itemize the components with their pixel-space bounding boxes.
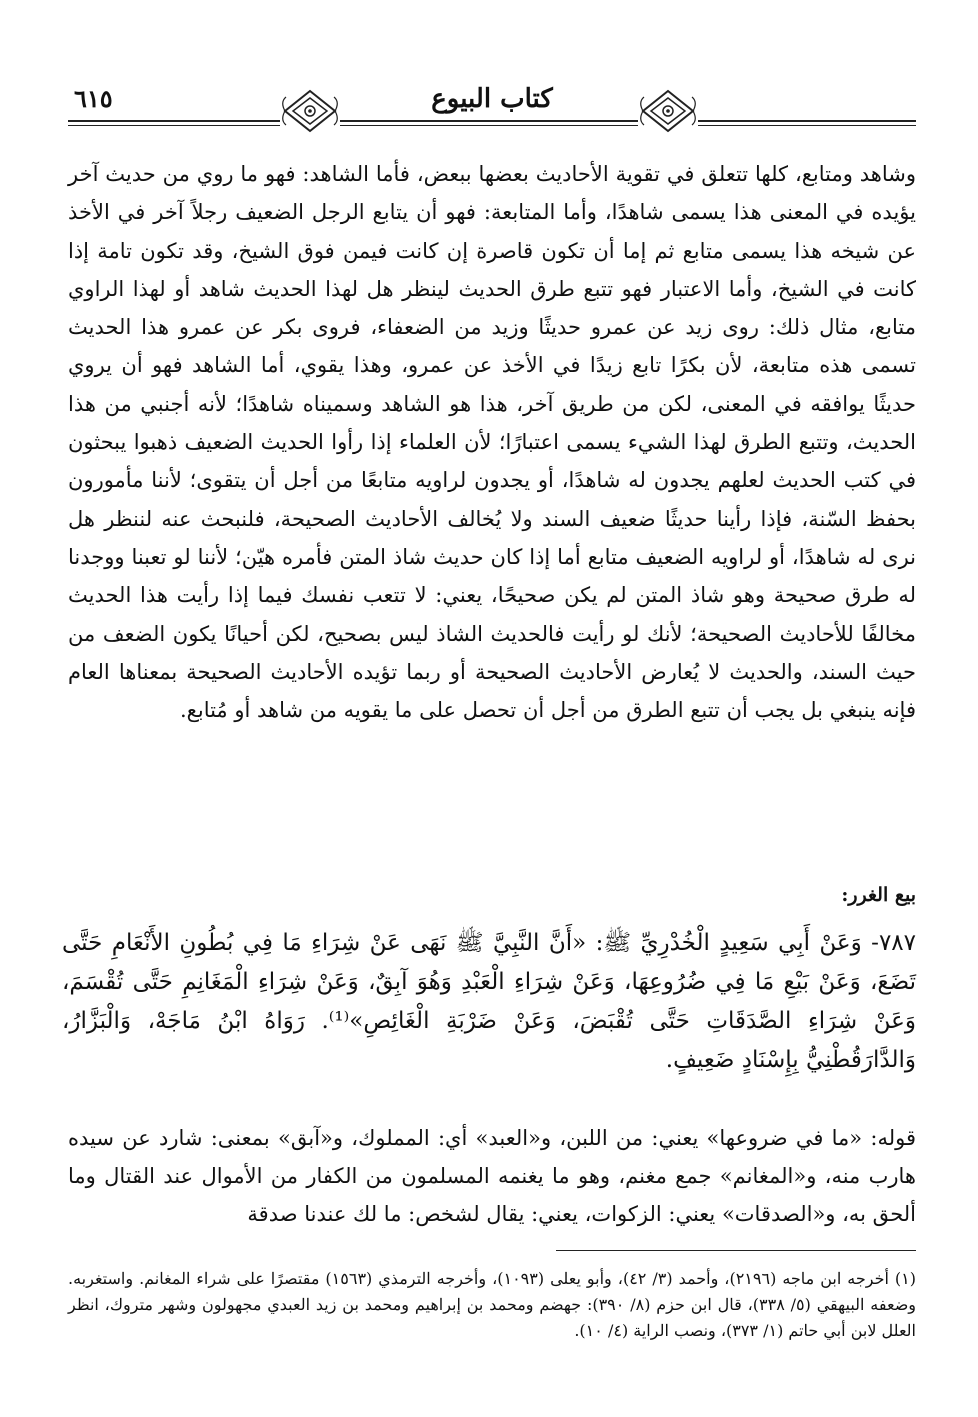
hadith-text: ٧٨٧- وَعَنْ أَبِي سَعِيدٍ الْخُدْرِيِّ ﷺ: «أَنَّ النَّبِيَّ ﷺ نَهَى عَنْ شِرَاءِ مَا فِي بُطُونِ الأَنْعَامِ حَتَّى تَضَعَ، وَعَنْ بَيْعِ مَا فِي ضُرُوعِهَا، وَعَنْ شِرَاءِ الْعَبْدِ وَهُوَ آبِقٌ، وَعَنْ شِرَاءِ الْمَغَانِمِ حَتَّى تُقْسَمَ، وَعَنْ شِرَاءِ الصَّدَقَاتِ حَتَّى تُقْبَضَ، وَعَنْ ضَرْبَةِ الْغَائِصِ»⁽¹⁾. رَوَاهُ ابْنُ مَاجَهْ، وَالْبَزَّارُ، وَالدَّارَقُطْنِيُّ بِإِسْنَادٍ ضَعِيفٍ. [62, 930, 916, 1073]
commentary-paragraph: قوله: «ما في ضروعها» يعني: من اللبن، و«العبد» أي: المملوك، و«آبق» بمعنى: شارد عن سيده هارب منه، و«المغانم» جمع مغنم، وهو ما يغنمه المسلمون من الكفار من الأموال عند القتال وما ألحق به، و«الصدقات» يعني: الزكوات، يعني: يقال لشخص: ما لك عندنا صدقة [68, 1126, 916, 1226]
page-header [68, 84, 916, 140]
header-rule-thin [68, 125, 916, 126]
footnote-separator [556, 1250, 916, 1251]
ornament-left-icon [280, 88, 340, 134]
body-paragraph: وشاهد ومتابع، كلها تتعلق في تقوية الأحاديث بعضها ببعض، فأما الشاهد: فهو ما روي من حديث آخر يؤيده في المعنى هذا يسمى شاهدًا، وأما المتابعة: فهو أن يتابع الرجل الضعيف رجلاً آخر في الأخذ عن شيخه هذا يسمى متابع ثم إما أن تكون قاصرة إن كانت فيمن فوق الشيخ، وقد تكون تامة إذا كانت في الشيخ، وأما الاعتبار فهو تتبع طرق الحديث لينظر هل لهذا الحديث شاهد أو لهذا الراوي متابع، مثال ذلك: روى زيد عن عمرو حديثًا وزيد من الضعفاء، فروى بكر عن عمرو هذا الحديث تسمى هذه متابعة، لأن بكرًا تابع زيدًا في الأخذ عن عمرو، وهذا يقوي، أما الشاهد فهو أن يروي حديثًا يوافقه في المعنى، لكن من طريق آخر، هذا هو الشاهد وسميناه شاهدًا؛ لأنه أجنبي من هذا الحديث، وتتبع الطرق لهذا الشيء يسمى اعتبارًا؛ لأن العلماء إذا رأوا الحديث الضعيف ذهبوا يبحثون في كتب الحديث لعلهم يجدون له شاهدًا، أو يجدون لراويه متابعًا من أجل أن يتقوى؛ لأننا مأمورون بحفظ السّنة، فإذا رأينا حديثًا ضعيف السند ولا يُخالف الأحاديث الصحيحة، فلنبحث عنه لننظر هل نرى له شاهدًا، أو لراويه الضعيف متابع أما إذا كان حديث شاذ المتن فأمره هيّن؛ لأننا لو تعبنا ووجدنا له طرق صحيحة وهو شاذ المتن لم يكن صحيحًا، يعني: لا تتعب نفسك فيما إذا رأيت هذا الحديث مخالفًا للأحاديث الصحيحة؛ لأنك لو رأيت فالحديث الشاذ ليس بصحيح، لكن أحيانًا يكون الضعف من حيث السند، والحديث لا يُعارض الأحاديث الصحيحة أو ربما تؤيده الأحاديث الصحيحة بمعناها العام فإنه ينبغي بل يجب أن تتبع الطرق من أجل أن تحصل على ما يقويه من شاهد أو مُتابع. [68, 162, 916, 723]
chapter-title: كتاب البيوع [423, 84, 560, 114]
header-rule [68, 120, 916, 122]
ornament-right-icon [638, 88, 698, 134]
page-number: ٦١٥ [68, 84, 119, 113]
section-heading: بيع الغرر: [841, 884, 916, 906]
footnote: (١) أخرجه ابن ماجه (٢١٩٦)، وأحمد (٣/ ٤٢)، وأبو يعلى (١٠٩٣)، وأخرجه الترمذي (١٥٦٣) مقتصرًا على شراء المغانم. واستغربه. وضعفه البيهقي (٥/ ٣٣٨)، قال ابن حزم (٨/ ٣٩٠): جهضم ومحمد بن إبراهيم ومحمد بن زيد العبدي مجهولون وشهر متروك، انظر العلل لابن أبي حاتم (١/ ٣٧٣)، ونصب الراية (٤/ ١٠). [68, 1269, 917, 1340]
